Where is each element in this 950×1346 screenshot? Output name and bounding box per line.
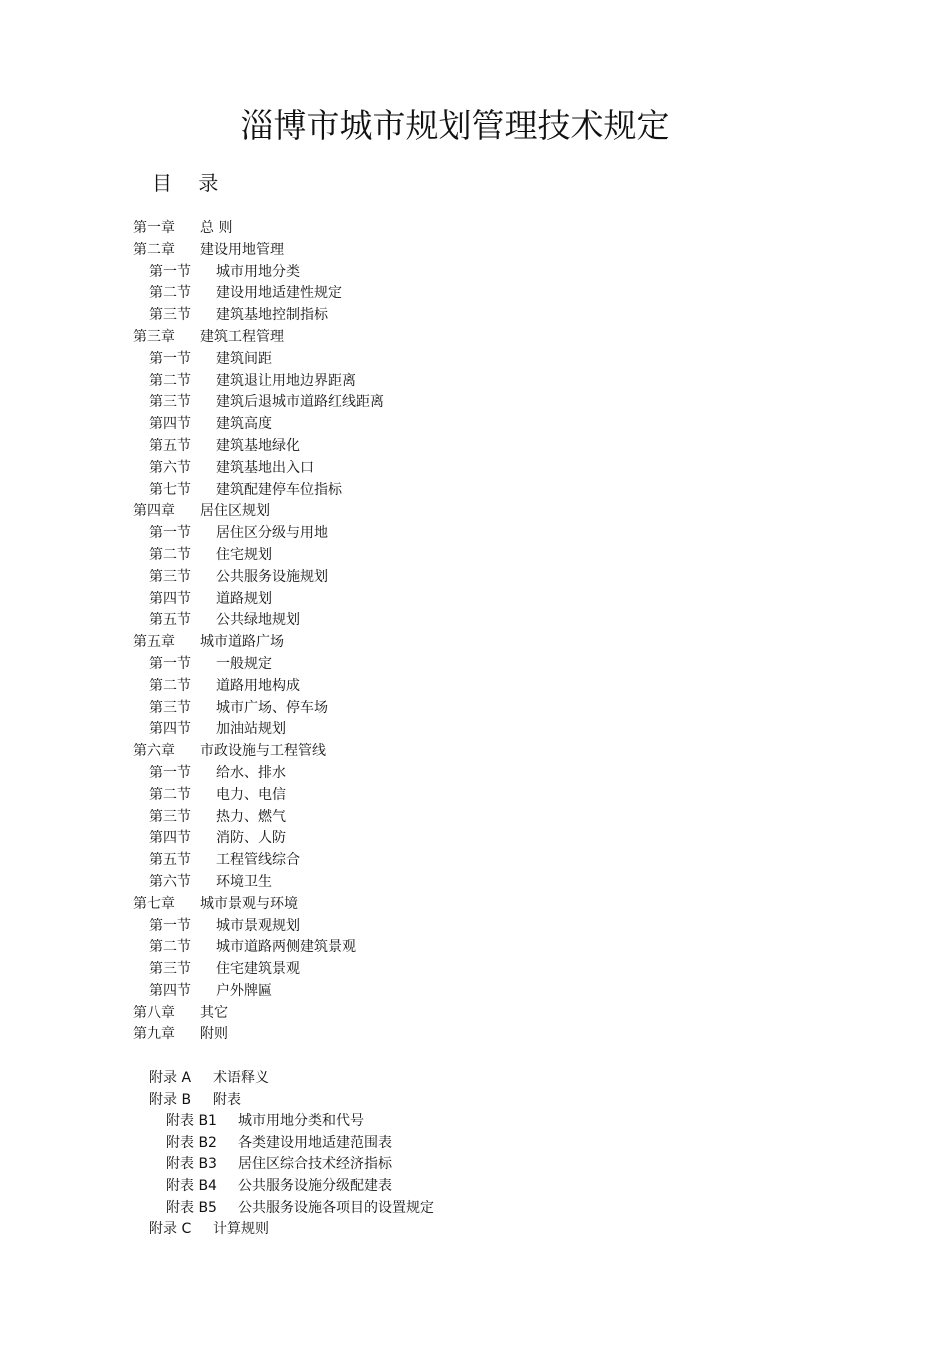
appendix-list: [149, 1068, 434, 1241]
toc-heading: 目 录: [152, 171, 229, 195]
toc-entry-title: 建筑高度: [216, 416, 272, 433]
toc-entry-number: 第四节: [149, 982, 191, 999]
toc-entry-number: 第二章: [133, 241, 175, 258]
toc-entry-chapter: [133, 240, 384, 262]
toc-entry-chapter: [133, 327, 384, 349]
toc-entry-number: 第三节: [149, 394, 191, 411]
toc-entry-title: 城市用地分类: [216, 263, 300, 280]
toc-entry-title: 城市景观规划: [216, 917, 300, 934]
toc-entry-chapter: [133, 741, 384, 763]
toc-entry-title: 建筑退让用地边界距离: [216, 372, 356, 389]
toc-entry-number: 附表 B4: [166, 1177, 217, 1194]
toc-entry-title: 总 则: [200, 220, 233, 236]
toc-entry-title: 道路规划: [216, 590, 272, 607]
toc-entry-section: [133, 872, 384, 894]
toc-entry-title: 城市广场、停车场: [216, 699, 328, 716]
toc-entry-number: 第六节: [149, 459, 191, 476]
toc-entry-number: 第二节: [149, 285, 191, 302]
toc-entry-section: [133, 763, 384, 785]
toc-entry-appendix: [149, 1090, 434, 1112]
toc-entry-title: 建筑后退城市道路红线距离: [216, 394, 384, 411]
toc-entry-title: 公共服务设施规划: [216, 568, 328, 585]
toc-entry-chapter: [133, 894, 384, 916]
toc-entry-number: 第三章: [133, 328, 175, 345]
toc-entry-section: [133, 523, 384, 545]
toc-entry-chapter: [133, 1024, 384, 1046]
toc-entry-title: 居住区综合技术经济指标: [238, 1156, 392, 1173]
toc-entry-section: [133, 937, 384, 959]
toc-entry-number: 第四章: [133, 503, 175, 520]
toc-entry-title: 建筑基地控制指标: [216, 307, 328, 324]
toc-entry-number: 第三节: [149, 961, 191, 978]
toc-entry-number: 第三节: [149, 568, 191, 585]
toc-entry-title: 附表: [213, 1091, 241, 1108]
toc-entry-section: [133, 981, 384, 1003]
toc-entry-title: 建设用地管理: [200, 241, 284, 258]
toc-entry-title: 住宅建筑景观: [216, 961, 300, 978]
toc-entry-chapter: [133, 1003, 384, 1025]
toc-entry-title: 城市道路两侧建筑景观: [216, 939, 356, 956]
toc-entry-section: [133, 916, 384, 938]
toc-entry-number: 第四节: [149, 416, 191, 433]
toc-entry-section: [133, 392, 384, 414]
toc-entry-number: 第一章: [133, 220, 175, 236]
toc-entry-title: 热力、燃气: [216, 808, 286, 825]
toc-entry-title: 户外牌匾: [216, 982, 272, 999]
toc-entry-title: 给水、排水: [216, 764, 286, 781]
toc-entry-chapter: [133, 632, 384, 654]
toc-entry-number: 第二节: [149, 939, 191, 956]
toc-entry-title: 消防、人防: [216, 830, 286, 847]
table-of-contents: [133, 218, 384, 1046]
toc-entry-number: 第二节: [149, 546, 191, 563]
toc-entry-title: 城市道路广场: [200, 634, 284, 651]
toc-entry-number: 第三节: [149, 307, 191, 324]
toc-entry-chapter: [133, 218, 384, 240]
toc-entry-title: 环境卫生: [216, 873, 272, 890]
toc-entry-section: [133, 785, 384, 807]
toc-entry-number: 第一节: [149, 917, 191, 934]
toc-entry-section: [133, 959, 384, 981]
toc-entry-section: [133, 719, 384, 741]
toc-entry-section: [133, 567, 384, 589]
toc-entry-table: [149, 1176, 434, 1198]
toc-entry-section: [133, 698, 384, 720]
toc-entry-section: [133, 654, 384, 676]
toc-entry-number: 第一节: [149, 525, 191, 542]
toc-entry-number: 第一节: [149, 350, 191, 367]
toc-entry-number: 第四节: [149, 590, 191, 607]
toc-entry-number: 第六节: [149, 873, 191, 890]
toc-entry-table: [149, 1111, 434, 1133]
toc-entry-title: 电力、电信: [216, 786, 286, 803]
toc-entry-number: 附表 B2: [166, 1134, 217, 1151]
toc-entry-number: 附表 B5: [166, 1199, 217, 1216]
toc-entry-title: 其它: [200, 1004, 228, 1021]
toc-entry-table: [149, 1133, 434, 1155]
toc-entry-section: [133, 828, 384, 850]
toc-entry-title: 各类建设用地适建范围表: [238, 1134, 392, 1151]
toc-entry-title: 公共绿地规划: [216, 612, 300, 629]
toc-entry-section: [133, 371, 384, 393]
toc-entry-title: 居住区分级与用地: [216, 525, 328, 542]
toc-entry-section: [133, 610, 384, 632]
toc-entry-number: 第一节: [149, 263, 191, 280]
toc-entry-number: 附录 C: [149, 1221, 192, 1238]
toc-entry-title: 公共服务设施各项目的设置规定: [238, 1199, 434, 1216]
toc-entry-title: 建筑配建停车位指标: [216, 481, 342, 498]
toc-entry-number: 第六章: [133, 743, 175, 760]
toc-entry-section: [133, 850, 384, 872]
toc-entry-section: [133, 458, 384, 480]
toc-entry-number: 第四节: [149, 830, 191, 847]
toc-entry-section: [133, 349, 384, 371]
toc-entry-number: 第七节: [149, 481, 191, 498]
toc-entry-section: [133, 436, 384, 458]
toc-entry-number: 第三节: [149, 699, 191, 716]
toc-entry-appendix: [149, 1219, 434, 1241]
toc-entry-number: 附录 A: [149, 1070, 192, 1086]
toc-entry-number: 第七章: [133, 895, 175, 912]
document-title: 淄博市城市规划管理技术规定: [240, 106, 670, 145]
toc-entry-title: 一般规定: [216, 655, 272, 672]
toc-entry-title: 城市景观与环境: [200, 895, 298, 912]
toc-entry-number: 第二节: [149, 786, 191, 803]
toc-entry-number: 第四节: [149, 721, 191, 738]
toc-entry-chapter: [133, 501, 384, 523]
toc-entry-number: 第五章: [133, 634, 175, 651]
toc-entry-section: [133, 589, 384, 611]
toc-entry-title: 加油站规划: [216, 721, 286, 738]
toc-entry-title: 建设用地适建性规定: [216, 285, 342, 302]
toc-entry-number: 第二节: [149, 372, 191, 389]
toc-entry-number: 附表 B3: [166, 1156, 217, 1173]
toc-entry-number: 第五节: [149, 852, 191, 869]
toc-entry-title: 城市用地分类和代号: [238, 1113, 364, 1130]
toc-entry-section: [133, 480, 384, 502]
toc-entry-table: [149, 1198, 434, 1220]
toc-entry-number: 第二节: [149, 677, 191, 694]
toc-entry-number: 附录 B: [149, 1091, 192, 1108]
toc-entry-appendix: [149, 1068, 434, 1090]
toc-entry-section: [133, 262, 384, 284]
toc-entry-number: 附表 B1: [166, 1113, 217, 1130]
toc-entry-section: [133, 807, 384, 829]
toc-entry-number: 第八章: [133, 1004, 175, 1021]
toc-entry-number: 第五节: [149, 437, 191, 454]
toc-entry-number: 第三节: [149, 808, 191, 825]
toc-entry-section: [133, 283, 384, 305]
toc-entry-section: [133, 305, 384, 327]
toc-entry-title: 市政设施与工程管线: [200, 743, 326, 760]
toc-entry-number: 第九章: [133, 1026, 175, 1043]
toc-entry-section: [133, 414, 384, 436]
toc-entry-title: 术语释义: [213, 1070, 269, 1086]
toc-entry-title: 道路用地构成: [216, 677, 300, 694]
toc-entry-number: 第一节: [149, 655, 191, 672]
toc-entry-title: 计算规则: [213, 1221, 269, 1238]
toc-entry-title: 居住区规划: [200, 503, 270, 520]
toc-entry-title: 附则: [200, 1026, 228, 1043]
toc-entry-title: 建筑间距: [216, 350, 272, 367]
toc-entry-title: 建筑基地出入口: [216, 459, 314, 476]
toc-entry-number: 第五节: [149, 612, 191, 629]
toc-entry-section: [133, 545, 384, 567]
toc-entry-title: 公共服务设施分级配建表: [238, 1177, 392, 1194]
toc-entry-title: 建筑基地绿化: [216, 437, 300, 454]
toc-entry-title: 工程管线综合: [216, 852, 300, 869]
toc-entry-title: 建筑工程管理: [200, 328, 284, 345]
toc-entry-title: 住宅规划: [216, 546, 272, 563]
toc-entry-table: [149, 1154, 434, 1176]
toc-entry-number: 第一节: [149, 764, 191, 781]
toc-entry-section: [133, 676, 384, 698]
